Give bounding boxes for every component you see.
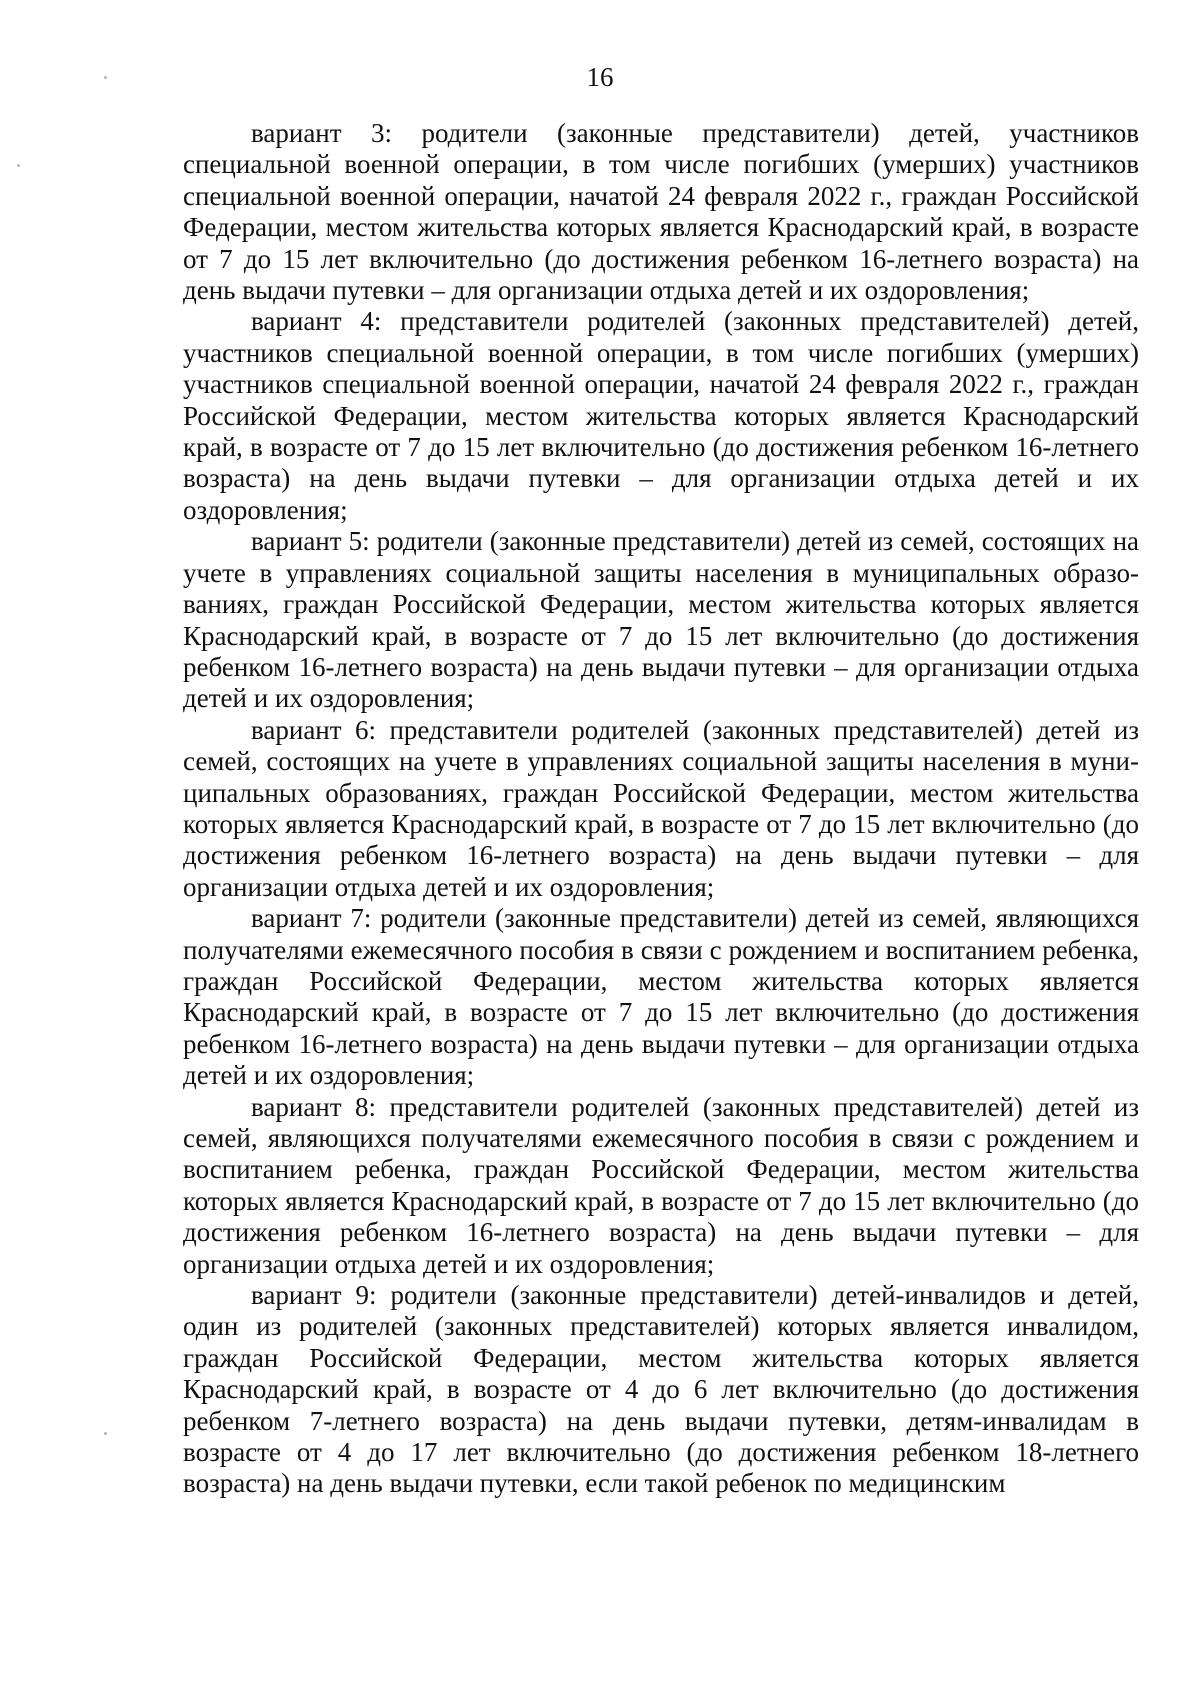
paragraph-variant-6: вариант 6: представители родителей (законных представителей) детей из семей, состоящих на учете в управлениях социальной защиты населения в муниципальных образованиях, граждан Российской Федерации, местом жительства которых является Краснодарский край, в возрасте от 7 до 15 лет включительно (до достижения ребенком 16-летнего возраста) на день выдачи путевки – для организации отдыха детей и их оздоровления; [183,714,1139,902]
page-number: 16 [586,62,614,92]
paragraph-variant-5: вариант 5: родители (законные представители) детей из семей, состоящих на учете в управлениях социальной защиты населения в муниципальных образованиях, граждан Российской Федерации, местом жительства которых является Краснодарский край, в возрасте от 7 до 15 лет включительно (до достижения ребенком 16-летнего возраста) на день выдачи путевки – для организации отдыха детей и их оздоровления; [183,526,1139,714]
paragraph-variant-9: вариант 9: родители (законные представители) детей-инвалидов и детей, один из родителей (законных представителей) которых является инвалидом, граждан Российской Федерации, местом жительства которых является Краснодарский край, в возрасте от 4 до 6 лет включительно (до достижения ребенком 7-летнего возраста) на день выдачи путевки, детям-инвалидам в возрасте от 4 до 17 лет включительно (до достижения ребенком 18-летнего возраста) на день выдачи путевки, если такой ребенок по медицинским [183,1280,1139,1499]
paragraph-variant-4: вариант 4: представители родителей (законных представителей) детей, участников специальной военной операции, в том числе погибших (умерших) участников специальной военной операции, начатой 24 февраля 2022 г., граждан Российской Федерации, местом жительства которых является Краснодарский край, в возрасте от 7 до 15 лет включительно (до достижения ребенком 16-летнего возраста) на день выдачи путевки – для организации отдыха детей и их оздоровления; [183,306,1139,525]
paragraph-variant-7: вариант 7: родители (законные представители) детей из семей, являющихся получателями ежемесячного пособия в связи с рождением и воспитанием ребенка, граждан Российской Федерации, местом жительства которых является Краснодарский край, в возрасте от 7 до 15 лет включительно (до достижения ребенком 16-летнего возраста) на день выдачи путевки – для организации отдыха детей и их оздоровления; [183,903,1139,1091]
paragraph-variant-3: вариант 3: родители (законные представители) детей, участников специальной военной операции, в том числе погибших (умерших) участников специальной военной операции, начатой 24 февраля 2022 г., граждан Российской Федерации, местом жительства которых является Краснодарский край, в возрасте от 7 до 15 лет включительно (до достижения ребенком 16-летнего возраста) на день выдачи путевки – для организации отдыха детей и их оздоровления; [183,118,1139,306]
scan-speck [17,164,20,167]
scan-speck [104,76,107,79]
scan-speck [104,1432,107,1435]
paragraph-variant-8: вариант 8: представители родителей (законных представителей) детей из семей, являющихся получателями ежемесячного пособия в связи с рождением и воспитанием ребенка, граждан Российской Федерации, местом жительства которых является Краснодарский край, в возрасте от 7 до 15 лет включительно (до достижения ребенком 16-летнего возраста) на день выдачи путевки – для организации отдыха детей и их оздоровления; [183,1091,1139,1279]
body-text [183,118,1139,1500]
